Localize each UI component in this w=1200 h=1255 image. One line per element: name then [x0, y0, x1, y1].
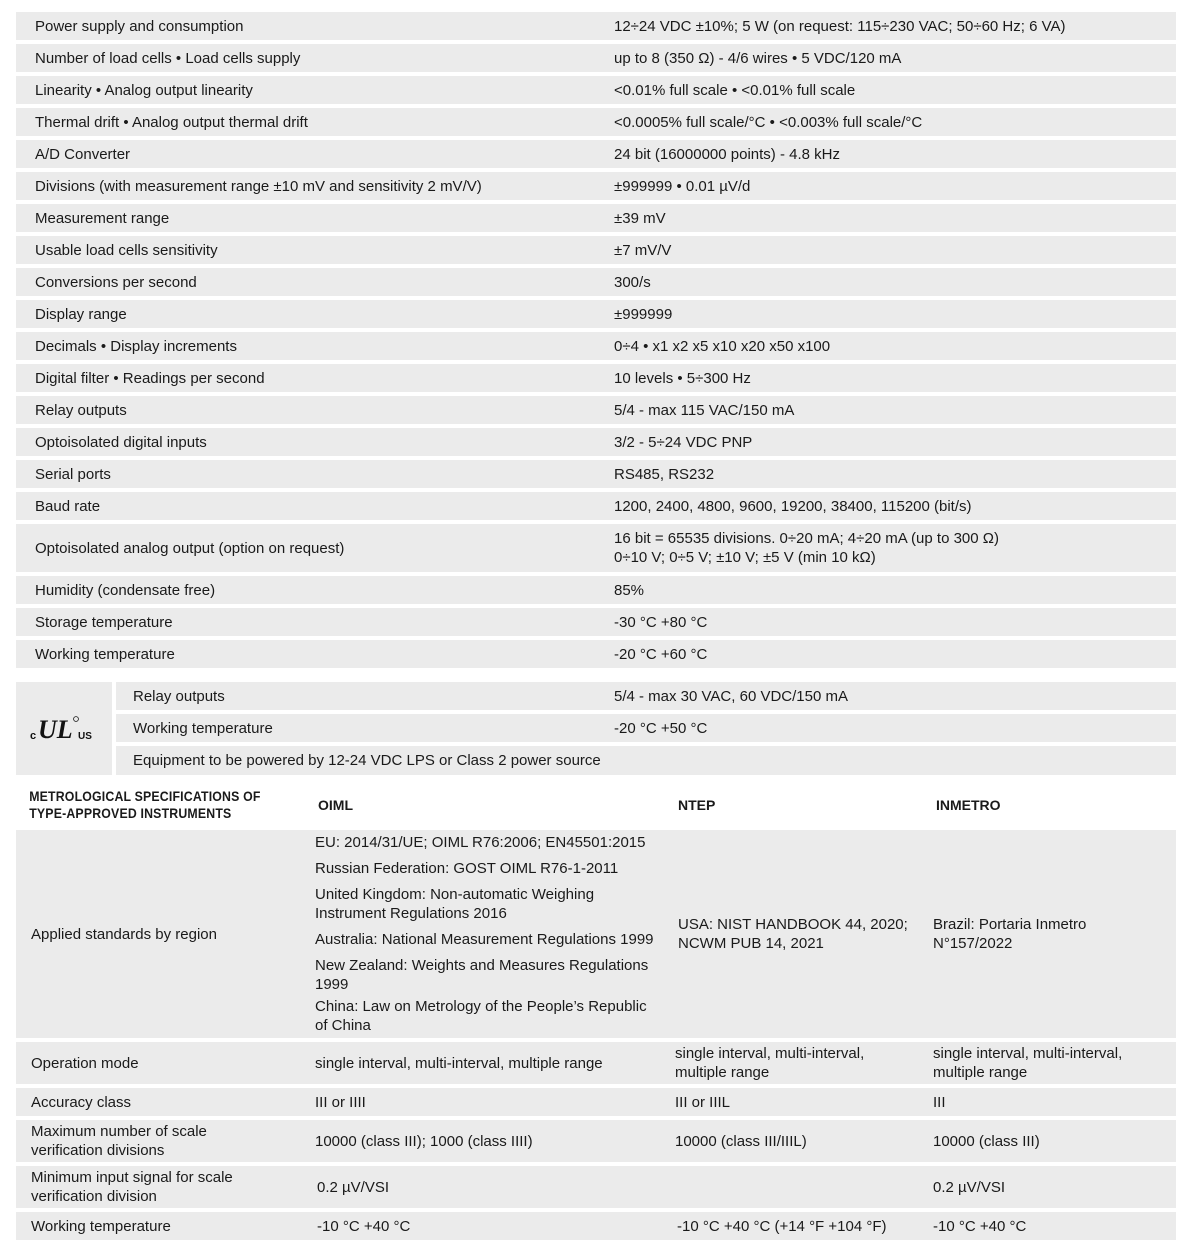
- metrological-title: [16, 788, 266, 822]
- spec-label: Digital filter • Readings per second: [35, 369, 265, 387]
- spec-label: Thermal drift • Analog output thermal drift: [35, 113, 308, 131]
- spec-label: Display range: [35, 305, 127, 323]
- spec-row: [16, 108, 1176, 136]
- spec-row: [16, 576, 1176, 604]
- inmetro-standards: Brazil: Portaria Inmetro N°157/2022: [933, 916, 1087, 952]
- spec-row: [16, 608, 1176, 636]
- spec-label: Working temperature: [35, 645, 175, 663]
- inmetro-value: -10 °C +40 °C: [933, 1217, 1027, 1235]
- logo-c-letter: c: [30, 729, 37, 742]
- spec-row: [16, 332, 1176, 360]
- metrological-title-line: METROLOGICAL SPECIFICATIONS OF: [29, 788, 261, 804]
- oiml-standards-list: [300, 830, 662, 1038]
- metrological-spec-table: [16, 782, 1176, 1240]
- spec-row: [16, 140, 1176, 168]
- ul-value: -20 °C +50 °C: [614, 719, 708, 737]
- spec-value: 10 levels • 5÷300 Hz: [614, 369, 751, 387]
- spec-value: ±999999 • 0.01 µV/d: [614, 177, 751, 195]
- spec-value-line: 0÷10 V; 0÷5 V; ±10 V; ±5 V (min 10 kΩ): [614, 549, 876, 566]
- spec-value: [596, 529, 1176, 567]
- spec-label: Storage temperature: [35, 613, 173, 631]
- spec-row: [16, 428, 1176, 456]
- table-row: [16, 1212, 1176, 1240]
- spec-value-line: 16 bit = 65535 divisions. 0÷20 mA; 4÷20 mA (up to 300 Ω): [614, 530, 999, 547]
- row-label: Minimum input signal for scale verification division: [31, 1169, 233, 1205]
- ul-row: [116, 714, 1176, 742]
- oiml-value: 0.2 µV/VSI: [317, 1178, 390, 1196]
- spec-row: [16, 172, 1176, 200]
- spec-label: Decimals • Display increments: [35, 337, 237, 355]
- ul-power-note: Equipment to be powered by 12-24 VDC LPS or Class 2 power source: [133, 752, 601, 769]
- inmetro-value: 10000 (class III): [933, 1132, 1040, 1150]
- row-label: Maximum number of scale verification divisions: [31, 1123, 207, 1159]
- spec-label: Number of load cells • Load cells supply: [35, 49, 301, 67]
- ntep-value: -10 °C +40 °C (+14 °F +104 °F): [677, 1217, 887, 1235]
- table-row: [16, 1088, 1176, 1116]
- spec-value: ±39 mV: [614, 209, 666, 227]
- ntep-value: 10000 (class III/IIIL): [675, 1132, 807, 1150]
- spec-label: A/D Converter: [35, 145, 131, 163]
- ul-note-row: [116, 746, 1176, 775]
- spec-value: ±7 mV/V: [614, 241, 672, 259]
- spec-value: 1200, 2400, 4800, 9600, 19200, 38400, 115200 (bit/s): [614, 497, 972, 515]
- spec-row: [16, 460, 1176, 488]
- spec-value: 5/4 - max 115 VAC/150 mA: [614, 401, 795, 419]
- oiml-value: single interval, multi-interval, multiple range: [315, 1054, 603, 1072]
- spec-label: Optoisolated analog output (option on request): [35, 539, 345, 557]
- spec-value: RS485, RS232: [614, 465, 715, 483]
- spec-label: Relay outputs: [35, 401, 127, 419]
- ul-label: Working temperature: [133, 719, 273, 737]
- inmetro-value: 0.2 µV/VSI: [933, 1178, 1006, 1196]
- spec-row: [16, 524, 1176, 572]
- spec-row: [16, 492, 1176, 520]
- spec-label: Power supply and consumption: [35, 17, 244, 35]
- spec-value: -30 °C +80 °C: [614, 613, 708, 631]
- cul-us-listed-mark-icon: [29, 712, 99, 746]
- spec-label: Measurement range: [35, 209, 170, 227]
- spec-value: 12÷24 VDC ±10%; 5 W (on request: 115÷230 VAC; 50÷60 Hz; 6 VA): [614, 17, 1066, 35]
- spec-value: 24 bit (16000000 points) - 4.8 kHz: [614, 145, 840, 163]
- column-header-inmetro: INMETRO: [936, 796, 1001, 813]
- spec-value: 3/2 - 5÷24 VDC PNP: [614, 433, 753, 451]
- column-header-ntep: NTEP: [678, 796, 716, 813]
- spec-label: Serial ports: [35, 465, 111, 483]
- spec-label: Linearity • Analog output linearity: [35, 81, 253, 99]
- table-row: [16, 1166, 1176, 1208]
- spec-row: [16, 396, 1176, 424]
- ntep-value: III or IIIL: [675, 1093, 731, 1111]
- general-spec-table: [16, 12, 1176, 672]
- list-item: Russian Federation: GOST OIML R76-1-2011: [315, 860, 619, 877]
- cul-us-logo: [16, 682, 112, 775]
- spec-row: [16, 12, 1176, 40]
- spec-label: Divisions (with measurement range ±10 mV and sensitivity 2 mV/V): [35, 177, 482, 195]
- spec-label: Humidity (condensate free): [35, 581, 216, 599]
- spec-value: -20 °C +60 °C: [614, 645, 708, 663]
- spec-row: [16, 44, 1176, 72]
- row-label: Working temperature: [31, 1217, 171, 1235]
- spec-label: Optoisolated digital inputs: [35, 433, 207, 451]
- spec-row: [16, 640, 1176, 668]
- ul-certification-block: [16, 682, 1176, 775]
- metrological-title-line: TYPE-APPROVED INSTRUMENTS: [29, 805, 232, 821]
- table-row: [16, 1042, 1176, 1084]
- spec-value: up to 8 (350 Ω) - 4/6 wires • 5 VDC/120 mA: [614, 49, 902, 67]
- row-label: Applied standards by region: [31, 925, 217, 943]
- spec-value: 0÷4 • x1 x2 x5 x10 x20 x50 x100: [614, 337, 831, 355]
- ul-value: 5/4 - max 30 VAC, 60 VDC/150 mA: [614, 687, 848, 705]
- spec-label: Baud rate: [35, 497, 101, 515]
- list-item: EU: 2014/31/UE; OIML R76:2006; EN45501:2015: [315, 834, 646, 851]
- ntep-standards: USA: NIST HANDBOOK 44, 2020; NCWM PUB 14, 2021: [678, 916, 908, 952]
- spec-row: [16, 236, 1176, 264]
- row-label: Accuracy class: [31, 1093, 132, 1111]
- ntep-value: single interval, multi-interval, multiple range: [675, 1045, 865, 1081]
- table-row: [16, 1120, 1176, 1162]
- row-label: Operation mode: [31, 1054, 139, 1072]
- inmetro-value: single interval, multi-interval, multiple range: [933, 1045, 1123, 1081]
- list-item: United Kingdom: Non-automatic Weighing Instrument Regulations 2016: [315, 886, 595, 922]
- oiml-value: 10000 (class III); 1000 (class IIII): [315, 1132, 533, 1150]
- list-item: Australia: National Measurement Regulations 1999: [315, 931, 654, 948]
- table-row: [16, 830, 1176, 1038]
- spec-value: ±999999: [614, 305, 673, 323]
- spec-label: Conversions per second: [35, 273, 197, 291]
- ul-label: Relay outputs: [133, 687, 225, 705]
- logo-us-letters: US: [78, 730, 92, 742]
- ul-rows: [116, 682, 1176, 775]
- spec-value: 300/s: [614, 273, 651, 291]
- list-item: New Zealand: Weights and Measures Regulations 1999: [315, 957, 649, 993]
- spec-value: <0.01% full scale • <0.01% full scale: [614, 81, 856, 99]
- spec-value: 85%: [614, 581, 645, 599]
- spec-row: [16, 76, 1176, 104]
- spec-value: <0.0005% full scale/°C • <0.003% full scale/°C: [614, 113, 923, 131]
- spec-row: [16, 204, 1176, 232]
- oiml-value: -10 °C +40 °C: [317, 1217, 411, 1235]
- metrological-header: [16, 782, 1176, 828]
- ul-row: [116, 682, 1176, 710]
- registered-mark-icon: [74, 716, 79, 721]
- spec-label: Usable load cells sensitivity: [35, 241, 218, 259]
- spec-row: [16, 364, 1176, 392]
- column-header-oiml: OIML: [318, 796, 353, 813]
- list-item: China: Law on Metrology of the People’s Republic of China: [315, 998, 647, 1034]
- logo-ul-letters: UL: [38, 714, 73, 744]
- inmetro-value: III: [933, 1093, 946, 1111]
- spec-row: [16, 268, 1176, 296]
- oiml-value: III or IIII: [315, 1093, 366, 1111]
- spec-row: [16, 300, 1176, 328]
